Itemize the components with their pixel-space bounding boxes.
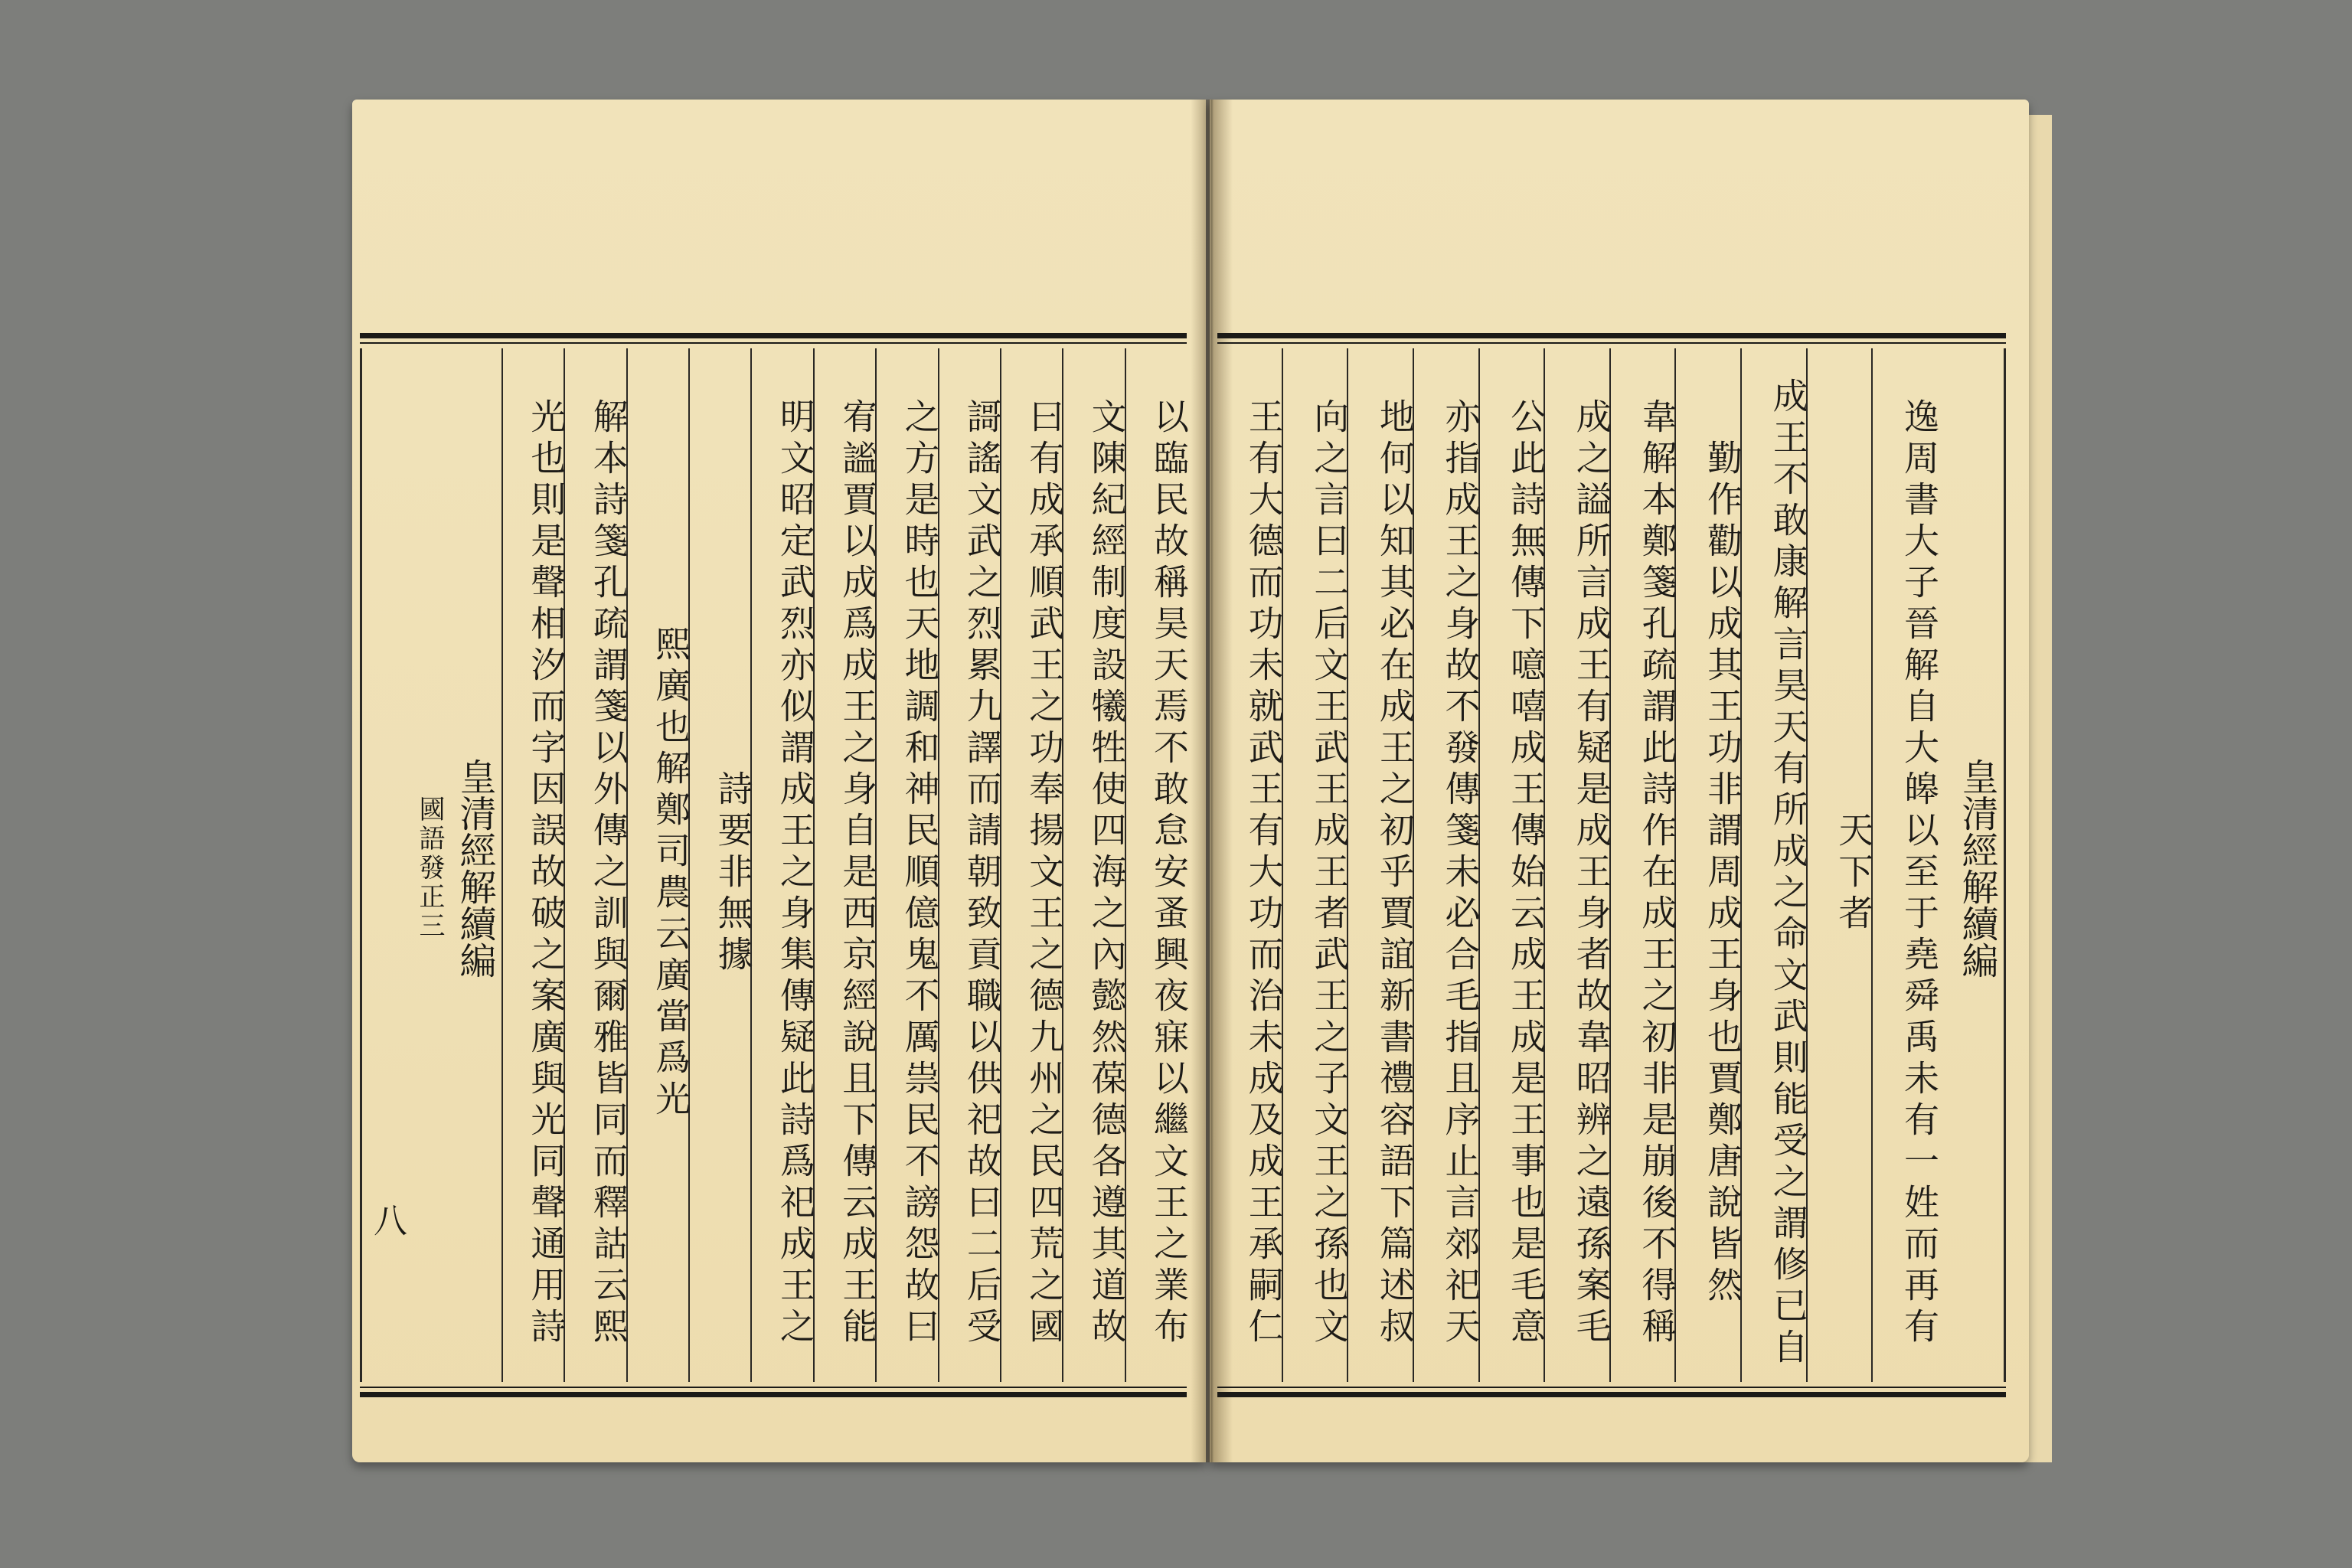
text-column: 公此詩無傳下噫嘻成王傳始云成王成是王事也是毛意	[1478, 348, 1544, 1382]
text-column: 逸周書大子晉解自大皞以至于堯舜禹未有一姓而再有	[1871, 348, 1937, 1382]
left-text-block	[360, 333, 1190, 1397]
text-column: 成王不敢康解言昊天有所成之命文武則能受之謂修已自	[1740, 348, 1806, 1382]
text-column: 解本詩箋孔疏謂箋以外傳之訓與爾雅皆同而釋詁云熙	[564, 348, 626, 1382]
text-column: 之方是時也天地調和神民順億鬼不厲祟民不謗怨故曰	[875, 348, 937, 1382]
text-column: 成之謚所言成王有疑是成王身者故韋昭辨之遠孫案毛	[1544, 348, 1609, 1382]
fold-label: 國語發正三	[414, 795, 446, 941]
text-column: 明文昭定武烈亦似謂成王之身集傳疑此詩爲祀成王之	[750, 348, 812, 1382]
right-text-block	[1217, 333, 2006, 1397]
right-columns	[1217, 348, 2006, 1382]
text-column: 宥謐賈以成爲成王之身自是西京經說且下傳云成王能	[813, 348, 875, 1382]
bottom-border-rule	[360, 1392, 1187, 1397]
left-margin-column	[360, 348, 501, 1382]
text-column: 以臨民故稱昊天焉不敢怠安蚤興夜寐以繼文王之業布	[1125, 348, 1187, 1382]
open-book	[329, 84, 2052, 1485]
text-column: 謌謠文武之烈累九譯而請朝致貢職以供祀故曰二后受	[938, 348, 1000, 1382]
text-column: 王有大德而功未就武王有大功而治未成及成王承嗣仁	[1243, 398, 1285, 1349]
margin-title: 皇清經解續編	[1955, 758, 1998, 978]
top-border-rule	[1217, 333, 2006, 338]
bottom-border-rule	[1217, 1392, 2006, 1397]
text-column: 詩要非無據	[688, 348, 750, 1382]
text-column: 天下者	[1806, 348, 1872, 1382]
text-column: 向之言曰二后文王武王成王者武王之子文王之孫也文	[1282, 348, 1348, 1382]
text-column: 熙廣也解鄭司農云廣當爲光	[626, 348, 688, 1382]
text-column: 光也則是聲相汐而字因誤故破之案廣與光同聲通用詩	[501, 348, 564, 1382]
right-margin-column	[1937, 348, 2006, 1382]
text-column: 勤作勸以成其王功非謂周成王身也賈鄭唐說皆然	[1674, 348, 1740, 1382]
page-number: 八	[368, 1203, 407, 1236]
top-border-rule	[360, 333, 1187, 338]
text-column: 文陳紀經制度設犧牲使四海之內懿然葆德各遵其道故	[1062, 348, 1124, 1382]
margin-title: 皇清經解續編	[453, 758, 497, 978]
left-columns	[360, 348, 1190, 1382]
text-column: 地何以知其必在成王之初乎賈誼新書禮容語下篇述叔	[1347, 348, 1413, 1382]
text-column: 亦指成王之身故不發傳箋未必合毛指且序止言郊祀天	[1413, 348, 1478, 1382]
text-column: 曰有成承順武王之功奉揚文王之德九州之民四荒之國	[1000, 348, 1062, 1382]
text-column: 韋解本鄭箋孔疏謂此詩作在成王之初非是崩後不得稱	[1609, 348, 1675, 1382]
